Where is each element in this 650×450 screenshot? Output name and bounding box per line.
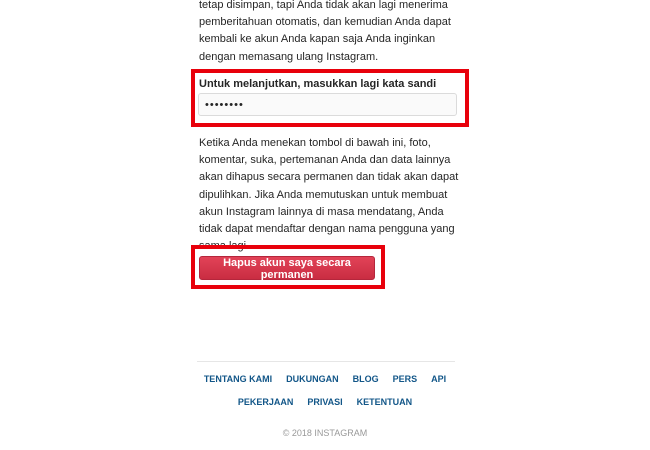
password-label: Untuk melanjutkan, masukkan lagi kata sandi — [199, 78, 437, 90]
footer-link-support[interactable]: DUKUNGAN — [286, 374, 339, 384]
footer-links-row-2 — [150, 397, 500, 407]
intro-text: tetap disimpan, tapi Anda tidak akan lagi menerima pemberitahuan otomatis, dan kemudian Anda dapat kembali ke akun Anda kapan saja Anda inginkan dengan memasang ulang Instagram. — [199, 0, 451, 63]
footer-link-jobs[interactable]: PEKERJAAN — [237, 397, 294, 407]
copyright: © 2018 INSTAGRAM — [282, 428, 368, 438]
footer-link-terms[interactable]: KETENTUAN — [356, 397, 413, 407]
footer-link-blog[interactable]: BLOG — [352, 374, 379, 384]
footer-links-row-1 — [150, 374, 500, 384]
footer-link-privacy[interactable]: PRIVASI — [307, 397, 343, 407]
password-input[interactable] — [198, 93, 457, 116]
footer-link-about[interactable]: TENTANG KAMI — [203, 374, 273, 384]
footer-link-press[interactable]: PERS — [392, 374, 418, 384]
footer-link-api[interactable]: API — [431, 374, 447, 384]
footer-divider — [197, 361, 455, 362]
warning-text: Ketika Anda menekan tombol di bawah ini, foto, komentar, suka, pertemanan Anda dan data lainnya akan dihapus secara permanen dan tidak akan dapat dipulihkan. Jika Anda memutuskan untuk membuat akun Instagram lainnya di masa mendatang, Anda tidak dapat mendaftar dengan nama pengguna yang sama lagi. — [199, 137, 459, 253]
delete-account-button[interactable]: Hapus akun saya secara permanen — [199, 256, 375, 280]
